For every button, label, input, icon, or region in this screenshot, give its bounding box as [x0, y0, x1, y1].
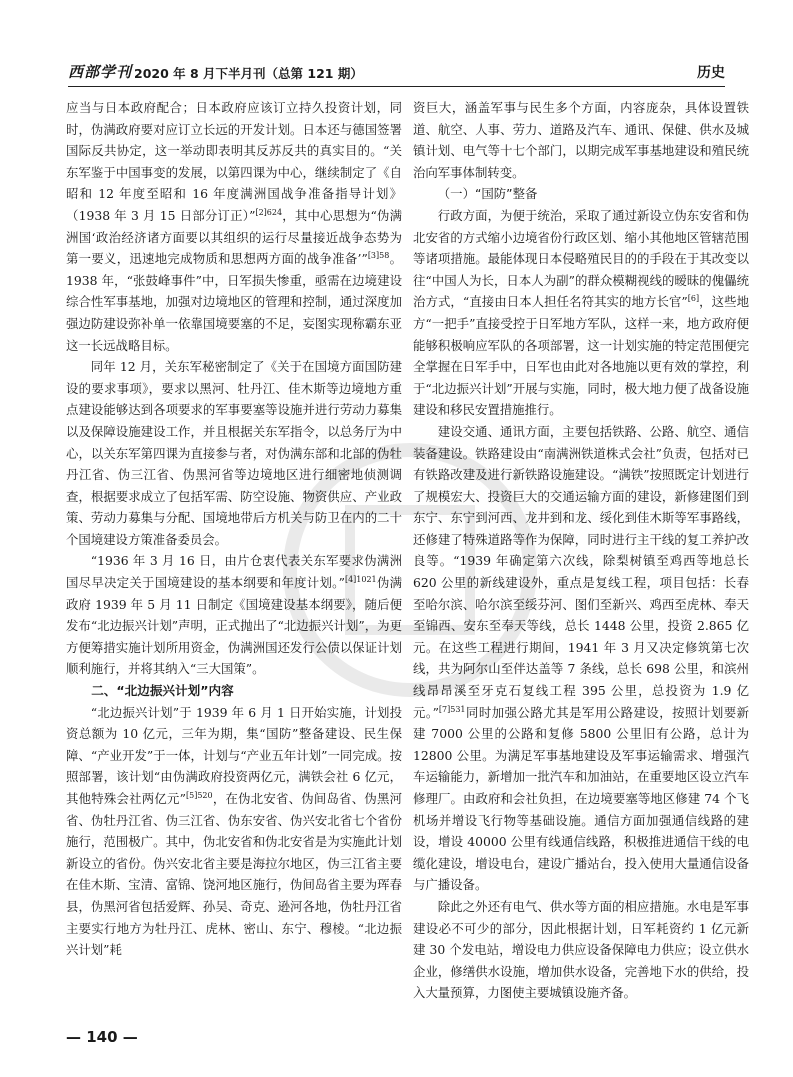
left-column	[66, 97, 402, 1027]
paragraph: “北边振兴计划”于 1939 年 6 月 1 日开始实施，计划投资总额为 10 亿元，三年为期，集“国防”整备建设、民生保障、“产业开发”于一体，计划与“产业五年计划”一同完成。按照部署，该计划“由伪满政府投资两亿元，满铁会社 6 亿元，其他特殊会社两亿元”$^{[5]520}$，在伪北安省、伪间岛省、伪黑河省、伪牡丹江省、伪三江省、伪东安省、伪兴安北省七个省份施行，范围极广。其中，伪北安省和伪北安省是为实施此计划新设立的省份。伪兴安北省主要是海拉尔地区，伪三江省主要在佳木斯、宝清、富锦、饶河地区施行，伪间岛省主要为珲春县，伪黑河省包括爱辉、孙吴、奇克、逊河各地，伪牡丹江省主要实行地方为牡丹江、虎林、密山、东宁、穆棱。“北边振兴计划”耗	[66, 704, 402, 958]
paragraph: 行政方面，为便于统治，采取了通过新设立伪东安省和伪北安省的方式缩小边境省份行政区划、缩小其他地区管辖范围等诸项措施。最能体现日本侵略殖民目的的手段在于其改变以往“中国人为长，日本人为副”的群众模糊视线的暧昧的傀儡统治方式，“直接由日本人担任名符其实的地方长官”[6]，这些地方“一把手”直接受控于日军地方军队，这样一来，地方政府便能够积极响应军队的各项部署，这一计划实施的特定范围便完全掌握在日军手中，日军也由此对各地施以更有效的掌控，利于“北边振兴计划”开展与实施，同时，极大地力便了战备设施建设和移民安置措施推行。	[413, 207, 749, 418]
paragraph: 同年 12 月，关东军秘密制定了《关于在国境方面国防建设的要求事项》，要求以黑河、牡丹江、佳木斯等边境地方重点建设能够达到各项要求的军事要塞等设施并进行劳动力募集以及保障设施建设工作，并且根据关东军指令，以总务厅为中心，以关东军第四课为直接参与者，对伪满东部和北部的伪牡丹江省、伪三江省、伪黑河省等边境地区进行细密地侦测调查，根据要求成立了包括军需、防空设施、物资供应、产业政策、劳动力募集与分配、国境地带后方机关与防卫在内的二十个国境建设方策准备委员会。	[66, 359, 402, 547]
page-header	[68, 58, 725, 87]
right-column	[413, 97, 749, 1027]
paragraph: “1936 年 3 月 16 日，由片仓衷代表关东军要求伪满洲国尽早决定关于国境建设的基本纲要和年度计划。”$^{[4]1021}$伪满政府 1939 年 5 月 11 日制定《国境建设基本纲要》，随后便发布“北边振兴计划”声明，正式抛出了“北边振兴计划”，为更方便筹措实施计划所用资金，伪满洲国还发行公债以保证计划顺利施行，并将其纳入“三大国策”。	[66, 553, 402, 677]
header-journal-info	[68, 61, 363, 86]
section-heading: 二、“北边振兴计划”内容	[91, 683, 234, 699]
paragraph: 建设交通、通讯方面，主要包括铁路、公路、航空、通信装备建设。铁路建设由“南满洲铁道株式会社”负责，包括对已有铁路改建及进行新铁路设施建设。“满铁”按照既定计划进行了规模宏大、投资巨大的交通运输方面的建设，新修建图们到东宁、东宁到河西、龙井到和龙、绥化到佳木斯等军事路线，还修建了特殊道路等作为保障，同时进行主干线的复工养护改良等。“1939 年确定第六次线，除梨树镇至鸡西等地总长 620 公里的新线建设外，重点是复线工程，项目包括：长春至哈尔滨、哈尔滨至绥芬河、图们至新兴、鸡西至虎林、奉天至锦西、安东至奉天等线，总长 1448 公里，投资 2.865 亿元。在这些工程进行期间，1941 年 3 月又决定修筑第七次线，共为阿尔山至伴达盖等 7 条线，总长 698 公里，和滨州线昂昂溪至牙克石复线工程 395 公里，总投资为 1.9 亿元。”$^{[7]531}$同时加强公路尤其是军用公路建设，按照计划要新建 7000 公里的公路和复修 5800 公里旧有公路，总计为 12800 公里。为满足军事基地建设及军事运输需求、增强汽车运输能力，新增加一批汽车和加油站，在重要地区设立汽车修理厂。由政府和会社负担，在边境要塞等地区修建 74 个飞机场并增设飞行物等基础设施。通信方面加强通信线路的建设，增设 40000 公里有线通信线路，积极推进通信干线的电缆化建设，增设电台，建设广播站台，投入使用大量通信设备与广播设备。	[413, 423, 749, 893]
paragraph: 资巨大，涵盖军事与民生多个方面，内容庞杂，具体设置铁道、航空、人事、劳力、道路及汽车、通讯、保健、供水及城镇计划、电气等十七个部门，以期完成军事基地建设和殖民统治向军事体制转变。	[413, 100, 749, 180]
subsection-heading: （一）“国防”整备	[437, 186, 538, 202]
journal-logo: 西部学刊	[68, 63, 133, 81]
paragraph: 应当与日本政府配合；日本政府应该订立持久投资计划，同时，伪满政府要对应订立长远的开发计划。日本还与德国签署国际反共协定，这一举动即表明其反苏反共的真实目的。“关东军鉴于中国事变的发展，以第四课为中心，继续制定了《自昭和 12 年度至昭和 16 年度满洲国战争准备指导计划》（1938 年 3 月 15 日部分订正）”$^{[2]624}$，其中心思想为“伪满洲国‘政治经济诸方面要以其组织的运行尽量接近战争态势为第一要义，迅速地完成物质和思想两方面的战争准备’”$^{[3]58}$。1938 年，“张鼓峰事件”中，日军损失惨重，亟需在边境建设综合性军事基地，加强对边境地区的管理和控制，通过深度加强边防建设弥补单一依靠国境要塞的不足，妄图实现称霸东亚这一长远战略目标。	[66, 100, 402, 353]
page-number: — 140 —	[66, 1028, 138, 1046]
issue-info: 2020 年 8 月下半月刊（总第 121 期）	[134, 66, 363, 81]
section-label: 历史	[697, 65, 725, 81]
paragraph: 除此之外还有电气、供水等方面的相应措施。水电是军事建设必不可少的部分，因此根据计划，日军耗资约 1 亿元新建 30 个发电站，增设电力供应设备保障电力供应；设立供水企业，修缮供水设施，增加供水设备，完善地下水的供给，投入大量预算，力图使主要城镇设施齐备。	[413, 898, 749, 1001]
